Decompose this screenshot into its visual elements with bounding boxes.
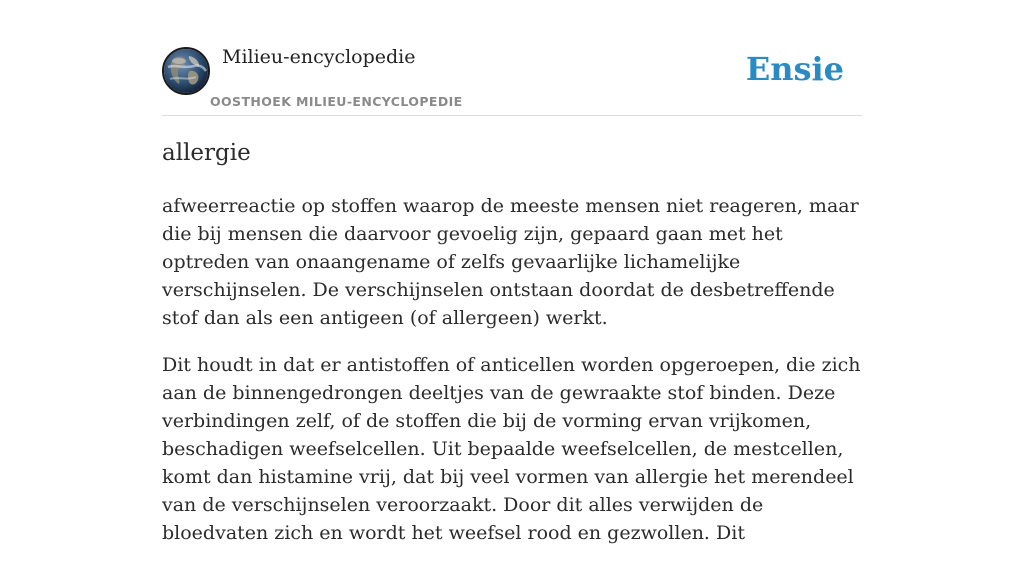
earth-globe-icon[interactable] — [162, 47, 210, 95]
header — [162, 44, 862, 116]
header-divider — [162, 115, 862, 116]
entry-content — [162, 192, 862, 566]
entry-paragraph: afweerreactie op stoffen waarop de meeste mensen niet reageren, maar die bij mensen die daarvoor gevoelig zijn, gepaard gaan met het optreden van onaangename of zelfs gevaarlijke lichamelijke verschijnselen. De verschijnselen ontstaan doordat de desbetreffende stof dan als een antigeen (of allergeen) werkt. — [162, 195, 859, 329]
entry-paragraph: Dit houdt in dat er antistoffen of anticellen worden opgeroepen, die zich aan de binnengedrongen deeltjes van de gewraakte stof binden. Deze verbindingen zelf, of de stoffen die bij de vorming ervan vrijkomen, beschadigen weefselcellen. Uit bepaalde weefselcellen, de mestcellen, komt dan histamine vrij, dat bij veel vormen van allergie het merendeel van de verschijnselen veroorzaakt. Door dit alles verwijden de bloedvaten zich en wordt het weefsel rood en gezwollen. Dit — [162, 354, 861, 544]
entry-title: allergie — [162, 140, 251, 166]
source-subtitle: OOSTHOEK MILIEU-ENCYCLOPEDIE — [210, 94, 463, 109]
brand-logo-link[interactable]: Ensie — [745, 50, 844, 88]
source-title[interactable]: Milieu-encyclopedie — [222, 46, 416, 68]
